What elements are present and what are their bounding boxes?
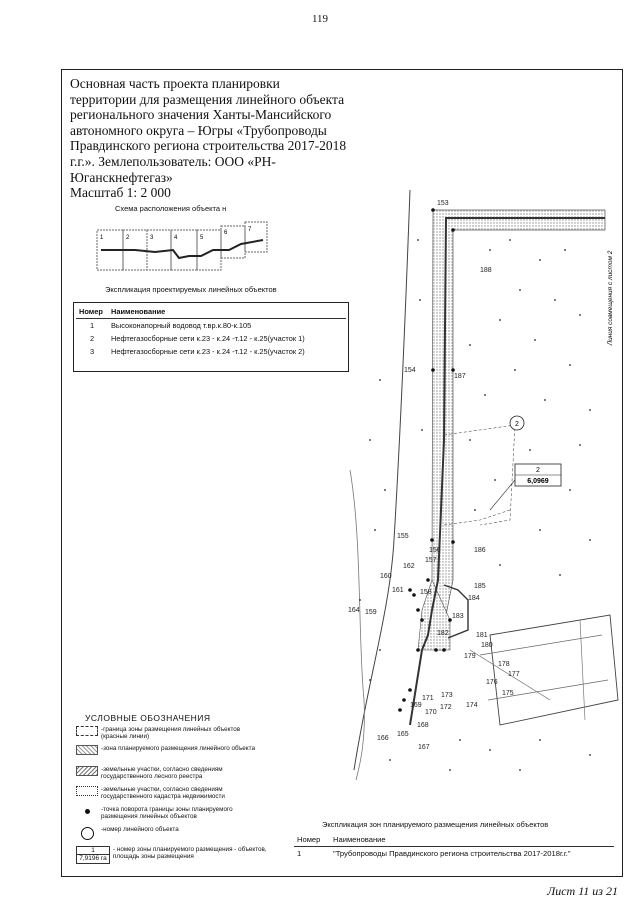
turn-point-label: 183 (452, 613, 464, 620)
sheet-label: Лист 11 из 21 (547, 884, 618, 898)
scheme-sheet-num: 7 (248, 227, 252, 233)
site-line (580, 620, 585, 720)
title-line: Юганскнефтегаз» (70, 169, 173, 185)
title-line: регионального значения Ханты-Мансийского (70, 107, 332, 123)
turn-point-label: 159 (365, 609, 377, 616)
row-number: 1 (89, 321, 95, 330)
turn-point-label: 164 (348, 607, 360, 614)
turn-point-label: 165 (397, 731, 409, 738)
legend-text: -земельные участки, согласно сведениям государственного лесного реестра (101, 766, 223, 781)
title-line: Основная часть проекта планировки (70, 76, 280, 91)
legend-text: -граница зоны размещения линейных объектов (красные линии) (101, 726, 241, 741)
legend-text: -точка поворота границы зоны планируемого размещения линейных объектов (101, 806, 233, 821)
table-header-row (294, 833, 614, 847)
turn-point-label: 184 (468, 595, 480, 602)
turn-point-label: 181 (476, 632, 488, 639)
legend-text: -земельные участки, согласно сведениям государственного кадастра недвижимости (101, 786, 225, 801)
zone-boundary-icon (76, 726, 98, 736)
row-number: 3 (89, 347, 95, 356)
planned-zone-icon (76, 745, 98, 755)
table-row (76, 345, 346, 358)
scheme-sheet-num: 6 (224, 230, 228, 236)
table-row (294, 847, 614, 861)
title-line: г.г.». Землепользователь: ООО «РН- (70, 153, 276, 169)
plot-boundary (350, 470, 364, 780)
table-row (76, 332, 346, 345)
legend-title: УСЛОВНЫЕ ОБОЗНАЧЕНИЯ (85, 713, 211, 723)
zone-callout-area: 6,0969 (527, 478, 549, 485)
turn-point-label: 166 (377, 735, 389, 742)
turn-point-label: 180 (481, 642, 493, 649)
row-number: 2 (89, 334, 95, 343)
zone-callout-number: 2 (536, 467, 540, 474)
turn-point-label: 174 (466, 702, 478, 709)
scheme-caption: Схема расположения объекта н (115, 204, 227, 213)
table-row (76, 319, 346, 333)
scheme-sheet-num: 5 (200, 235, 204, 241)
header-number: Номер (76, 305, 108, 319)
drawing-title (70, 76, 370, 201)
header-name: Наименование (108, 305, 346, 319)
row-number: 1 (297, 849, 302, 858)
legend-text: - номер зоны планируемого размещения - объектов, площадь зоны размещения (113, 846, 267, 861)
table-header-row (76, 305, 346, 319)
turn-point-label: 186 (474, 547, 486, 554)
turn-point-label: 182 (437, 630, 449, 637)
turn-point-label: 172 (440, 704, 452, 711)
turn-point-label: 170 (425, 709, 437, 716)
legend-item (76, 846, 276, 864)
turn-point-label: 153 (437, 200, 449, 207)
scheme-sheet-num: 1 (100, 235, 104, 241)
header-name: Наименование (330, 833, 614, 847)
zone-label-area: 7,9196 га (79, 855, 107, 863)
turn-point-label: 173 (441, 692, 453, 699)
line-number-text: 2 (515, 421, 519, 428)
turn-point-label: 185 (474, 583, 486, 590)
location-scheme (95, 212, 270, 272)
turn-point-label: 156 (429, 547, 441, 554)
legend-item (76, 745, 266, 755)
turn-point-label: 162 (403, 563, 415, 570)
match-line-label: Линия совмещения с листом 2 (607, 250, 614, 346)
turn-point-label: 168 (417, 722, 429, 729)
scheme-sheet-num: 4 (174, 235, 178, 241)
map-canvas (340, 180, 623, 780)
legend-item (76, 806, 266, 821)
scheme-sheet-num: 2 (126, 235, 130, 241)
turn-point-label: 167 (418, 744, 430, 751)
survey-points (359, 239, 591, 771)
scheme-route (101, 240, 263, 258)
forest-land-icon (76, 766, 98, 776)
dashed-line (444, 510, 510, 525)
scale-label: Масштаб 1: 2 000 (70, 185, 171, 201)
cadastre-land-icon (76, 786, 98, 796)
turn-point-label: 188 (480, 267, 492, 274)
turn-point-label: 179 (464, 653, 476, 660)
title-line: территории для размещения линейного объекта (70, 91, 345, 107)
legend-item (76, 726, 266, 741)
row-name: "Трубопроводы Правдинского региона строительства 2017-2018г.г." (333, 849, 571, 858)
dashed-line (444, 425, 515, 525)
legend-text: -номер линейного объекта (101, 826, 179, 833)
scheme-sheet-num: 3 (150, 235, 154, 241)
turn-point-label: 177 (508, 671, 520, 678)
header-number: Номер (294, 833, 330, 847)
turn-point-label: 160 (380, 573, 392, 580)
legend-item (76, 766, 266, 781)
zones-explication-caption: Экспликация зон планируемого размещения линейных объектов (322, 820, 549, 829)
turn-point-label: 158 (420, 589, 432, 596)
turn-point-label: 157 (425, 557, 437, 564)
site-line (480, 635, 602, 655)
line-number-icon (76, 826, 98, 840)
site-outline (490, 615, 618, 725)
page-number: 119 (311, 13, 329, 25)
turn-point-label: 176 (486, 679, 498, 686)
zones-explication-table (294, 833, 614, 860)
title-line: автономного округа – Югры «Трубопроводы (70, 122, 327, 138)
turn-point-label: 171 (422, 695, 434, 702)
legend-item (76, 786, 266, 801)
zone-label-number: 1 (77, 847, 109, 855)
zone-label-icon (76, 846, 110, 864)
turn-point-label: 169 (410, 702, 422, 709)
row-name: Высоконапорный водовод т.вр.к.80-к.105 (111, 321, 252, 330)
row-name: Нефтегазосборные сети к.23 - к.24 -т.12 - к.25(участок 2) (111, 347, 305, 356)
legend-item (76, 826, 266, 840)
turn-point-label: 154 (404, 367, 416, 374)
row-name: Нефтегазосборные сети к.23 - к.24 -т.12 - к.25(участок 1) (111, 334, 305, 343)
turn-point-label: 187 (454, 373, 466, 380)
turn-point-label: 175 (502, 690, 514, 697)
turn-point-icon (76, 806, 98, 816)
lines-explication-table (76, 305, 346, 358)
turn-point-label: 161 (392, 587, 404, 594)
lines-explication-caption: Экспликация проектируемых линейных объектов (105, 285, 277, 294)
legend-text: -зона планируемого размещения линейного объекта (101, 745, 255, 752)
turn-point-label: 178 (498, 661, 510, 668)
title-line: Правдинского региона строительства 2017-2018 (70, 138, 347, 154)
turn-point-label: 155 (397, 533, 409, 540)
